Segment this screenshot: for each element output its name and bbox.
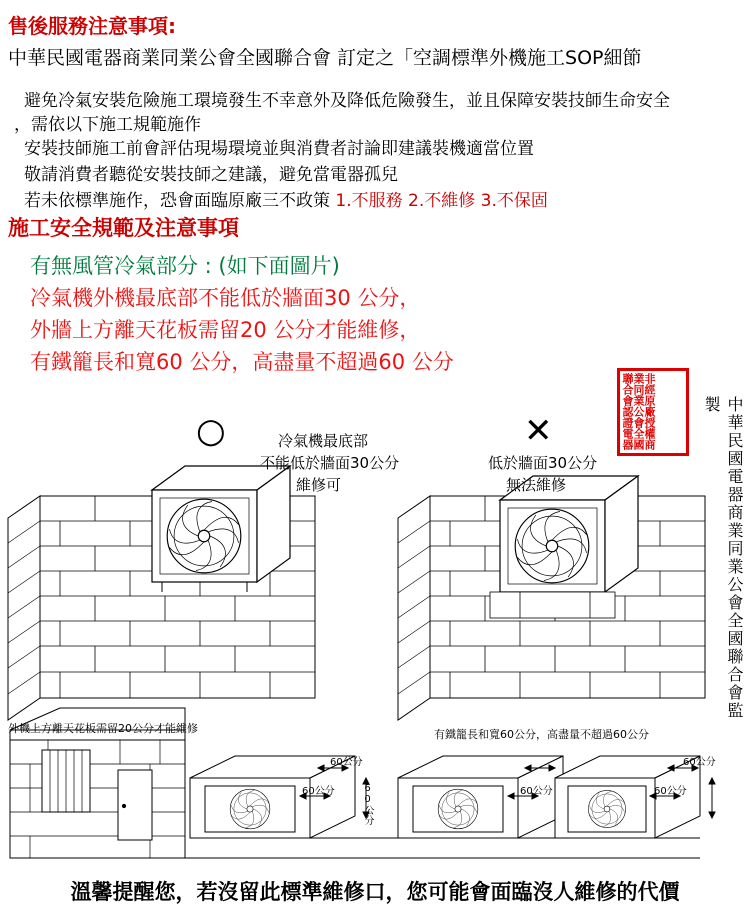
bottom-right-caption: 有鐵籠長和寬60公分，高盡量不超過60公分 bbox=[434, 728, 649, 741]
page-title: 售後服務注意事項: bbox=[8, 14, 176, 38]
dim-label-6: 60公分 bbox=[654, 786, 687, 797]
section-heading: 施工安全規範及注意事項 bbox=[8, 216, 239, 240]
ok-caption-line-2: 不能低於牆面30公分 bbox=[260, 454, 400, 472]
warning-prefix: 若未依標準施作，恐會面臨原廠三不政策 bbox=[24, 191, 336, 211]
note-line-2: ，需依以下施工規範施作 bbox=[14, 115, 201, 135]
warning-line bbox=[24, 186, 548, 211]
bottom-left-caption: 外機上方離天花板需留20公分才能維修 bbox=[8, 722, 198, 735]
dim-label-3: 60公分 bbox=[362, 783, 373, 825]
illustration-figure bbox=[0, 378, 750, 878]
section-item-red-3: 有鐵籠長和寬60 公分，高盡量不超過60 公分 bbox=[30, 350, 454, 374]
footer-reminder: 溫馨提醒您，若沒留此標準維修口，您可能會面臨沒人維修的代價 bbox=[70, 880, 680, 904]
vertical-association-label: 中華民國電器商業同業公會全國聯合會監製 bbox=[702, 396, 744, 720]
ok-mark: ○ bbox=[196, 411, 226, 451]
dim-label-2: 60公分 bbox=[302, 786, 335, 797]
dim-label-1: 60公分 bbox=[330, 757, 363, 768]
dim-label-5: 60公分 bbox=[683, 757, 716, 768]
dim-label-4: 60公分 bbox=[520, 786, 553, 797]
certification-stamp-text: 非經原廠授權商業同業公會全國聯合會認證電器 bbox=[621, 373, 656, 450]
note-line-3: 安裝技師施工前會評估現場環境並與消費者討論即建議裝機適當位置 bbox=[24, 139, 534, 159]
section-item-red-1: 冷氣機外機最底部不能低於牆面30 公分， bbox=[30, 286, 421, 310]
warning-policy: 1.不服務 2.不維修 3.不保固 bbox=[335, 191, 548, 211]
ng-mark: ✕ bbox=[524, 411, 553, 451]
ng-caption-line-2: 無法維修 bbox=[506, 476, 567, 494]
ok-caption-line-1: 冷氣機最底部 bbox=[278, 432, 369, 450]
ok-caption-line-3: 維修可 bbox=[296, 476, 342, 494]
note-line-4: 敬請消費者聽從安裝技師之建議，避免當電器孤兒 bbox=[24, 165, 398, 185]
page-subtitle: 中華民國電器商業同業公會全國聯合會 訂定之「空調標準外機施工SOP細節 bbox=[8, 47, 642, 69]
note-line-1: 避免冷氣安裝危險施工環境發生不幸意外及降低危險發生，並且保障安裝技師生命安全 bbox=[24, 91, 670, 111]
section-item-green: 有無風管冷氣部分 : (如下面圖片) bbox=[30, 254, 340, 278]
section-item-red-2: 外牆上方離天花板需留20 公分才能維修， bbox=[30, 318, 421, 342]
ng-caption-line-1: 低於牆面30公分 bbox=[488, 454, 598, 472]
